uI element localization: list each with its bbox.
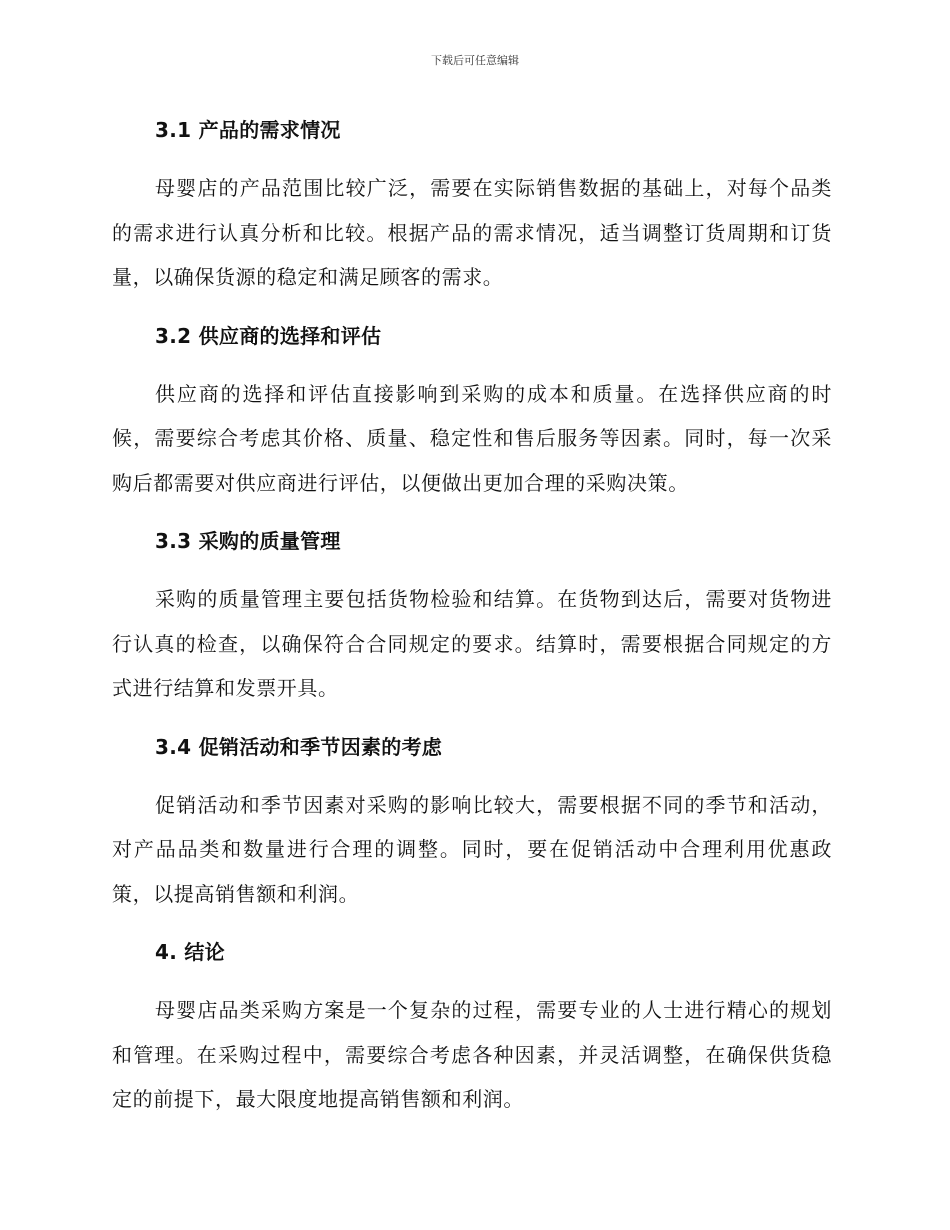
page-header-note: 下载后可任意编辑 [431,54,519,67]
section-heading: 4. 结论 [155,940,225,964]
section-paragraph: 母婴店品类采购方案是一个复杂的过程，需要专业的人士进行精心的规划和管理。在采购过程中，需要综合考虑各种因素，并灵活调整，在确保供货稳定的前提下，最大限度地提高销售额和利润。 [112,998,832,1111]
section-heading: 3.4 促销活动和季节因素的考虑 [155,734,443,759]
document-body [112,108,832,1136]
section-paragraph: 促销活动和季节因素对采购的影响比较大，需要根据不同的季节和活动，对产品品类和数量进行合理的调整。同时，要在促销活动中合理利用优惠政策，以提高销售额和利润。 [112,792,832,906]
section-3-3 [112,519,832,711]
section-3-4 [112,725,832,917]
section-heading: 3.3 采购的质量管理 [155,529,341,553]
section-paragraph: 采购的质量管理主要包括货物检验和结算。在货物到达后，需要对货物进行认真的检查，以确保符合合同规定的要求。结算时，需要根据合同规定的方式进行结算和发票开具。 [112,587,832,700]
section-4-conclusion [112,930,832,1122]
section-3-1 [112,108,832,300]
section-paragraph: 母婴店的产品范围比较广泛，需要在实际销售数据的基础上，对每个品类的需求进行认真分析和比较。根据产品的需求情况，适当调整订货周期和订货量，以确保货源的稳定和满足顾客的需求。 [112,176,832,289]
section-heading: 3.2 供应商的选择和评估 [155,323,382,348]
section-heading: 3.1 产品的需求情况 [155,118,341,142]
section-3-2 [112,314,832,506]
section-paragraph: 供应商的选择和评估直接影响到采购的成本和质量。在选择供应商的时候，需要综合考虑其价格、质量、稳定性和售后服务等因素。同时，每一次采购后都需要对供应商进行评估，以便做出更加合理的采购决策。 [112,381,832,495]
